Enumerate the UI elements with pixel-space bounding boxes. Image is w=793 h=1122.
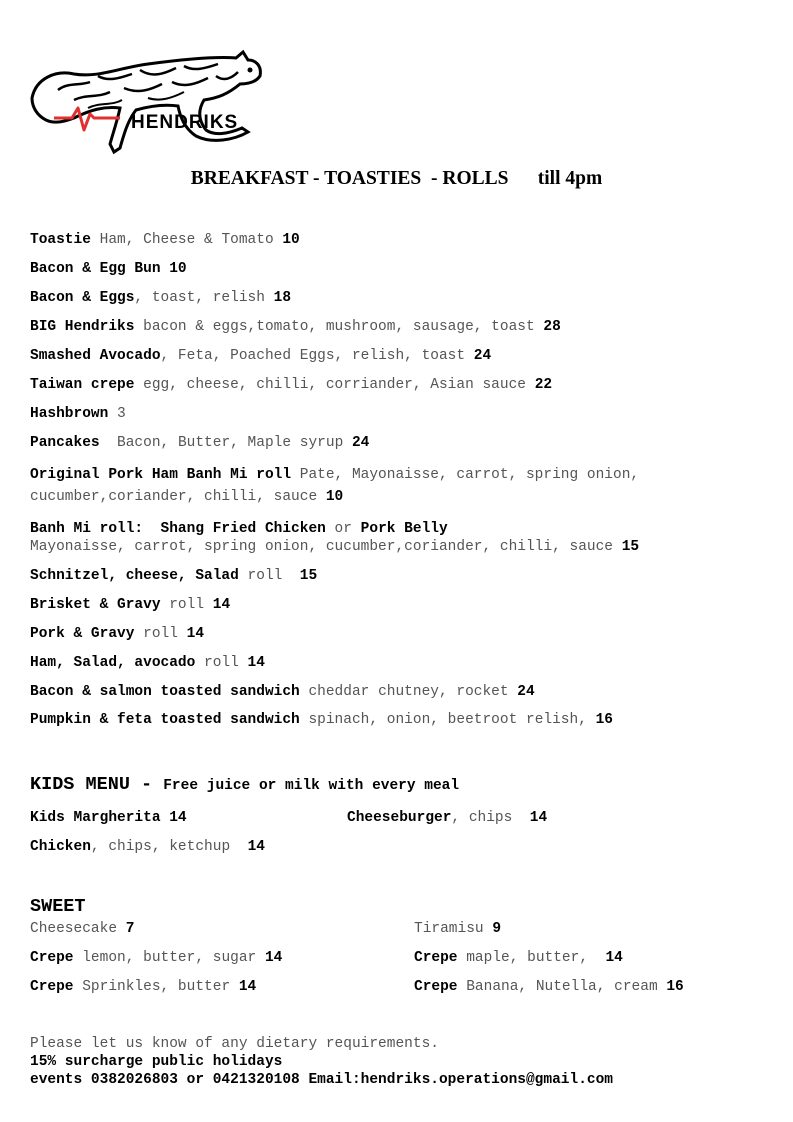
menu-item: Kids Margherita 14	[30, 810, 187, 826]
menu-item: Cheeseburger, chips 14	[347, 810, 548, 826]
menu-item: Bacon & salmon toasted sandwich cheddar chutney, rocket 24	[30, 684, 535, 700]
menu-item-banh-mi-roll-desc: Mayonaisse, carrot, spring onion, cucumber,coriander, chilli, sauce 15	[30, 539, 640, 555]
menu-item: Crepe Sprinkles, butter 14	[30, 979, 257, 995]
menu-item: BIG Hendriks bacon & eggs,tomato, mushroom, sausage, toast 28	[30, 319, 561, 335]
menu-item: Smashed Avocado, Feta, Poached Eggs, relish, toast 24	[30, 348, 492, 364]
menu-item: Pumpkin & feta toasted sandwich spinach, onion, beetroot relish, 16	[30, 712, 614, 728]
menu-item: Tiramisu 9	[414, 921, 502, 937]
page-title: BREAKFAST - TOASTIES - ROLLS till 4pm	[190, 168, 603, 189]
brand-name: HENDRIKS	[131, 112, 239, 133]
menu-item: Crepe maple, butter, 14	[414, 950, 623, 966]
menu-item: Bacon & Egg Bun 10	[30, 261, 187, 277]
menu-item: Schnitzel, cheese, Salad roll 15	[30, 568, 318, 584]
hendriks-logo	[28, 48, 278, 160]
menu-item-banh-mi-roll: Banh Mi roll: Shang Fried Chicken or Pork Belly	[30, 521, 448, 537]
menu-item: Crepe Banana, Nutella, cream 16	[414, 979, 684, 995]
menu-item: Toastie Ham, Cheese & Tomato 10	[30, 232, 300, 248]
menu-item-pork-banh-mi-cont: cucumber,coriander, chilli, sauce 10	[30, 489, 344, 505]
sweet-heading: SWEET	[30, 896, 86, 917]
menu-item: Cheesecake 7	[30, 921, 135, 937]
menu-item: Ham, Salad, avocado roll 14	[30, 655, 265, 671]
surcharge-note: 15% surcharge public holidays	[30, 1054, 283, 1070]
menu-item-pork-banh-mi: Original Pork Ham Banh Mi roll Pate, Mayonaisse, carrot, spring onion,	[30, 467, 640, 483]
tiger-icon	[28, 48, 278, 160]
menu-item: Hashbrown 3	[30, 406, 126, 422]
kids-menu-heading: KIDS MENU - Free juice or milk with every meal	[30, 774, 460, 795]
dietary-note: Please let us know of any dietary requirements.	[30, 1036, 439, 1052]
events-contact: events 0382026803 or 0421320108 Email:hendriks.operations@gmail.com	[30, 1072, 613, 1088]
menu-item: Pancakes Bacon, Butter, Maple syrup 24	[30, 435, 370, 451]
menu-item: Taiwan crepe egg, cheese, chilli, corriander, Asian sauce 22	[30, 377, 553, 393]
menu-item: Pork & Gravy roll 14	[30, 626, 205, 642]
menu-item: Brisket & Gravy roll 14	[30, 597, 231, 613]
menu-item: Bacon & Eggs, toast, relish 18	[30, 290, 292, 306]
menu-item: Chicken, chips, ketchup 14	[30, 839, 265, 855]
menu-item: Crepe lemon, butter, sugar 14	[30, 950, 283, 966]
